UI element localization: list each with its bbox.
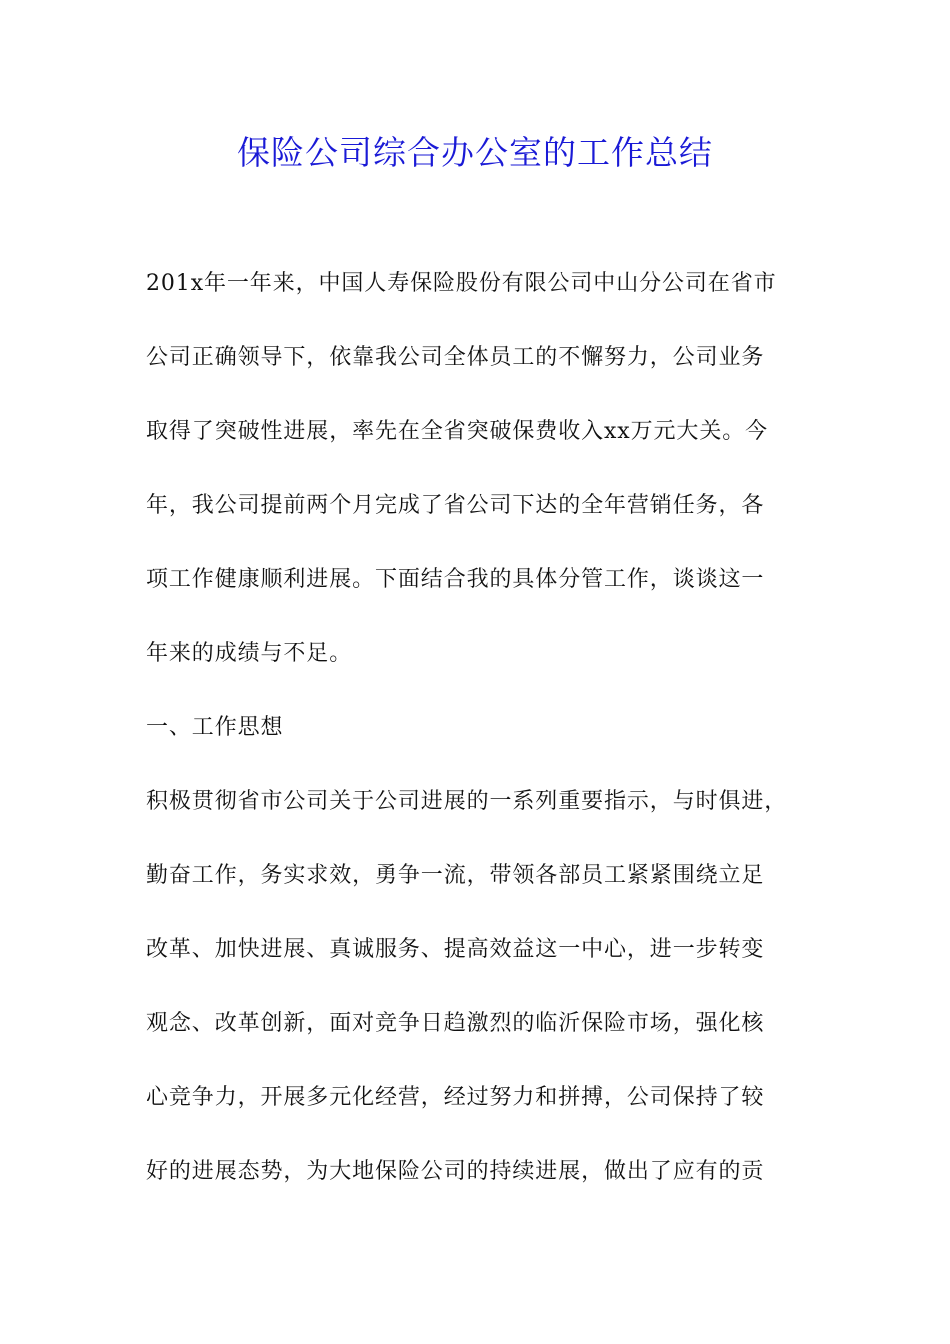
document-body — [146, 259, 808, 1221]
body-line: 好的进展态势，为大地保险公司的持续进展，做出了应有的贡 — [146, 1159, 765, 1184]
body-line: 年，我公司提前两个月完成了省公司下达的全年营销任务，各 — [146, 493, 765, 518]
body-line: 取得了突破性进展，率先在全省突破保费收入xx万元大关。今 — [146, 419, 769, 444]
body-line: 年来的成绩与不足。 — [146, 641, 353, 666]
document-title: 保险公司综合办公室的工作总结 — [237, 133, 713, 172]
body-line: 观念、改革创新，面对竞争日趋激烈的临沂保险市场，强化核 — [146, 1011, 765, 1036]
body-line: 201x年一年来，中国人寿保险股份有限公司中山分公司在省市 — [146, 271, 777, 296]
section-heading: 一、工作思想 — [146, 715, 284, 740]
body-line: 积极贯彻省市公司关于公司进展的一系列重要指示，与时俱进， — [146, 789, 788, 814]
body-line: 勤奋工作，务实求效，勇争一流，带领各部员工紧紧围绕立足 — [146, 863, 765, 888]
body-line: 改革、加快进展、真诚服务、提高效益这一中心，进一步转变 — [146, 937, 765, 962]
body-line: 公司正确领导下，依靠我公司全体员工的不懈努力，公司业务 — [146, 345, 765, 370]
body-line: 心竞争力，开展多元化经营，经过努力和拼搏，公司保持了较 — [146, 1085, 765, 1110]
body-line: 项工作健康顺利进展。下面结合我的具体分管工作，谈谈这一 — [146, 567, 765, 592]
